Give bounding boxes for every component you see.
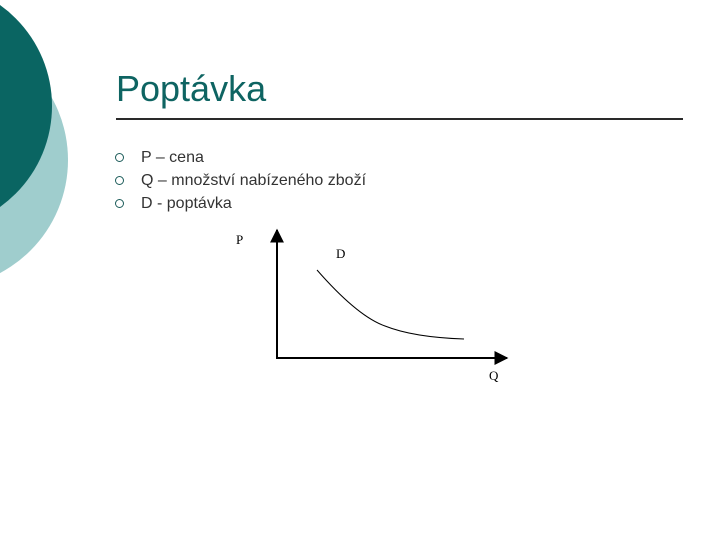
bullet-list xyxy=(112,146,366,215)
bullet-item xyxy=(112,146,366,169)
x-axis-label: Q xyxy=(489,368,499,383)
title-divider xyxy=(116,118,683,120)
bullet-text: D - poptávka xyxy=(141,195,232,212)
demand-curve-diagram xyxy=(220,220,520,400)
circle-bullet-icon xyxy=(115,199,124,208)
demand-curve xyxy=(317,270,464,339)
slide-title: Poptávka xyxy=(116,68,267,109)
circle-bullet-icon xyxy=(115,176,124,185)
bullet-text: P – cena xyxy=(141,149,204,166)
bullet-text: Q – množství nabízeného zboží xyxy=(141,172,367,189)
curve-label: D xyxy=(336,246,346,261)
y-axis-label: P xyxy=(236,232,244,247)
decorative-teal-circles xyxy=(0,0,120,300)
circle-bullet-icon xyxy=(115,153,124,162)
bullet-item xyxy=(112,169,366,192)
bullet-item xyxy=(112,192,366,215)
